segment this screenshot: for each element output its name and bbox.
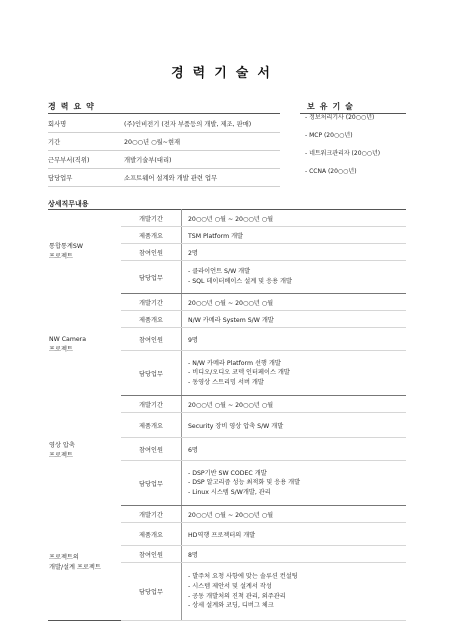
project-name <box>48 396 121 506</box>
project-name-line: 프로젝트 <box>49 451 73 459</box>
duty-item: - 클라이언트 S/W 개발 <box>188 267 406 277</box>
people-value: 9명 <box>182 328 407 351</box>
field-label: 참여인원 <box>121 244 182 261</box>
duty-item: - DSP기반 SW CODEC 개발 <box>188 469 406 479</box>
people-value: 8명 <box>182 546 407 563</box>
duty-item: - 비디오/오디오 코덱 인터페이스 개발 <box>188 368 406 378</box>
career-summary-heading: 경력요약 <box>48 102 99 111</box>
field-label: 제품개요 <box>121 311 182 328</box>
duty-item: - 상세 설계와 코딩, 디버그 체크 <box>188 601 406 611</box>
project-name-line: 프로젝트 <box>49 345 73 353</box>
duty-item: - 발주처 요청 사항에 맞는 솔루션 컨설팅 <box>188 572 406 582</box>
period-value: 20○○년 ○월 ~ 20○○년 ○월 <box>182 210 407 227</box>
table-row <box>48 294 406 311</box>
field-label: 개발기간 <box>121 506 182 523</box>
summary-value: (주)인비전기 (전자 부품등의 개발, 제조, 판매) <box>124 121 252 128</box>
duties-value <box>182 351 407 396</box>
field-label: 담당업무 <box>121 351 182 396</box>
project-name-line: 통합통계SW <box>49 242 83 250</box>
table-row <box>48 210 406 227</box>
field-label: 참여인원 <box>121 438 182 461</box>
duties-value <box>182 563 407 621</box>
skills-heading: 보유기술 <box>307 102 358 111</box>
product-value: Security 장비 영상 압축 S/W 개발 <box>182 413 407 438</box>
duties-value <box>182 261 407 294</box>
skill-item: - 정보처리기사 (20○○년) <box>305 113 405 131</box>
summary-label: 회사명 <box>48 121 67 128</box>
field-label: 개발기간 <box>121 294 182 311</box>
summary-row-duties <box>48 168 280 187</box>
summary-value: 20○○년 ○월~현재 <box>124 139 181 146</box>
skill-item: - CCNA (20○○년) <box>305 167 405 185</box>
summary-label: 담당업무 <box>48 175 73 182</box>
duties-value <box>182 461 407 506</box>
field-label: 제품개요 <box>121 523 182 546</box>
detail-table <box>48 209 406 621</box>
table-row <box>48 506 406 523</box>
summary-row-department <box>48 150 280 169</box>
period-value: 20○○년 ○월 ~ 20○○년 ○월 <box>182 396 407 413</box>
product-value: N/W 카메라 System S/W 개발 <box>182 311 407 328</box>
summary-value: 개발기술부(대리) <box>124 157 172 164</box>
skill-item: - MCP (20○○년) <box>305 131 405 149</box>
product-value: HD역행 프로젝터의 개발 <box>182 523 407 546</box>
people-value: 6명 <box>182 438 407 461</box>
skills-list <box>305 113 405 185</box>
duty-item: - Linux 시스템 S/W개발, 관리 <box>188 488 406 498</box>
skill-item: - 네트워크관리자 (20○○년) <box>305 149 405 167</box>
duty-item: - DSP 알고리즘 성능 최적화 및 응용 개발 <box>188 478 406 488</box>
duty-item: - 시스템 제안서 및 설계서 작성 <box>188 582 406 592</box>
project-name <box>48 210 121 294</box>
field-label: 담당업무 <box>121 563 182 621</box>
field-label: 참여인원 <box>121 546 182 563</box>
field-label: 참여인원 <box>121 328 182 351</box>
field-label: 제품개요 <box>121 413 182 438</box>
field-label: 담당업무 <box>121 261 182 294</box>
duty-item: - N/W 카메라 Platform 선행 개발 <box>188 359 406 369</box>
duty-item: - 동영상 스트리밍 서버 개발 <box>188 378 406 388</box>
field-label: 제품개요 <box>121 227 182 244</box>
project-name-line: 프로젝트 <box>49 252 73 260</box>
project-name-line: NW Camera <box>49 335 86 343</box>
project-name-line: 개발/설계 프로젝트 <box>49 563 101 571</box>
people-value: 2명 <box>182 244 407 261</box>
summary-value: 소프트웨어 설계와 개발 관련 업무 <box>124 175 218 182</box>
product-value: TSM Platform 개발 <box>182 227 407 244</box>
project-name <box>48 294 121 396</box>
period-value: 20○○년 ○월 ~ 20○○년 ○월 <box>182 506 407 523</box>
summary-row-company <box>48 114 280 133</box>
project-name-line: 영상 압축 <box>49 441 75 449</box>
project-name-line: 프로젝트의 <box>49 553 79 561</box>
field-label: 개발기간 <box>121 210 182 227</box>
field-label: 개발기간 <box>121 396 182 413</box>
period-value: 20○○년 ○월 ~ 20○○년 ○월 <box>182 294 407 311</box>
table-row <box>48 396 406 413</box>
project-name <box>48 506 121 621</box>
document-title: 경력기술서 <box>171 66 279 81</box>
detail-heading: 상세직무내용 <box>48 200 89 208</box>
summary-label: 근무부서(직위) <box>48 157 90 164</box>
duty-item: - 공동 개발처의 진척 관리, 외주관리 <box>188 592 406 602</box>
duty-item: - SQL 데이터베이스 설계 및 응용 개발 <box>188 277 406 287</box>
summary-row-period <box>48 132 280 151</box>
summary-label: 기간 <box>48 139 61 146</box>
field-label: 담당업무 <box>121 461 182 506</box>
